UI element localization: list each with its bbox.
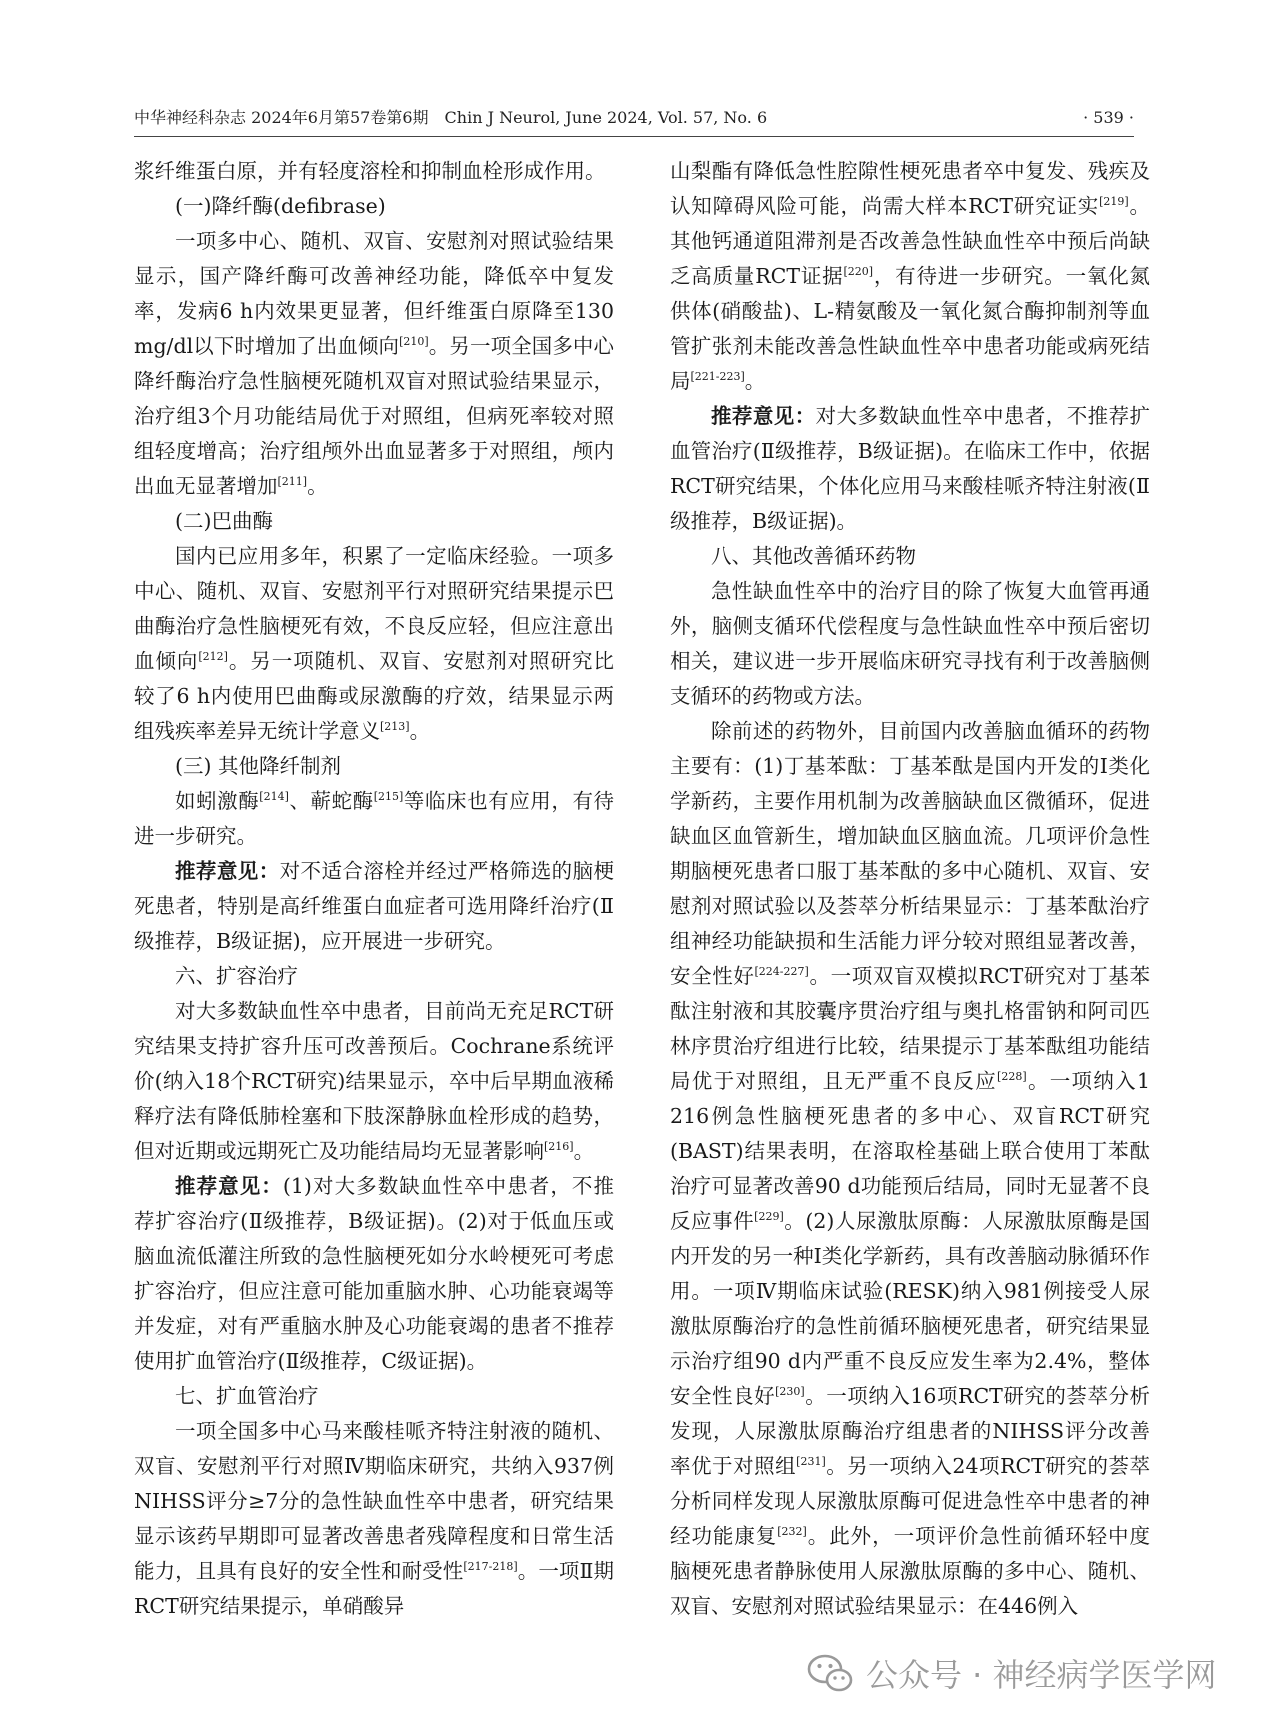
right-column xyxy=(670,154,1150,1624)
citation: [230] xyxy=(775,1385,805,1398)
paragraph: 浆纤维蛋白原，并有轻度溶栓和抑制血栓形成作用。 xyxy=(134,159,606,183)
paragraph: 除前述的药物外，目前国内改善脑血循环的药物主要有：(1)丁基苯酞：丁基苯酞是国内开发的Ⅰ类化学新药，主要作用机制为改善脑缺血区微循环，促进缺血区血管新生，增加缺血区脑血流。几项评价急性期脑梗死患者口服丁基苯酞的多中心随机、双盲、安慰剂对照试验以及荟萃分析结果显示：丁基苯酞治疗组神经功能缺损和生活能力评分较对照组显著改善，安全性好[224-227]。一项双盲双模拟RCT研究对丁基苯酞注射液和其胶囊序贯治疗组与奥扎格雷钠和阿司匹林序贯治疗组进行比较，结果提示丁基苯酞组功能结局优于对照组，且无严重不良反应[228]。一项纳入1 216例急性脑梗死患者的多中心、双盲RCT研究(BAST)结果表明，在溶取栓基础上联合使用丁苯酞治疗可显著改善90 d功能预后结局，同时无显著不良反应事件[229]。(2)人尿激肽原酶：人尿激肽原酶是国内开发的另一种Ⅰ类化学新药，具有改善脑动脉循环作用。一项Ⅳ期临床试验(RESK)纳入981例接受人尿激肽原酶治疗的急性前循环脑梗死患者，研究结果显示治疗组90 d内严重不良反应发生率为2.4%，整体安全性良好[230]。一项纳入16项RCT研究的荟萃分析发现，人尿激肽原酶治疗组患者的NIHSS评分改善率优于对照组[231]。另一项纳入24项RCT研究的荟萃分析同样发现人尿激肽原酶可促进急性卒中患者的神经功能康复[232]。此外，一项评价急性前循环轻中度脑梗死患者静脉使用人尿激肽原酶的多中心、随机、双盲、安慰剂对照试验结果显示：在446例入 xyxy=(670,719,1151,1618)
citation: [219] xyxy=(1099,195,1129,208)
citation: [212] xyxy=(198,650,228,663)
section-heading-vasodilator: 七、扩血管治疗 xyxy=(175,1384,319,1408)
citation: [213] xyxy=(380,720,410,733)
citation: [216] xyxy=(544,1140,574,1153)
paragraph: 山梨酯有降低急性腔隙性梗死患者卒中复发、残疾及认知障碍风险可能，尚需大样本RCT研究证实[219]。其他钙通道阻滞剂是否改善急性缺血性卒中预后尚缺乏高质量RCT证据[220]，有待进一步研究。一氧化氮供体(硝酸盐)、L-精氨酸及一氧化氮合酶抑制剂等血管扩张剂未能改善急性缺血性卒中患者功能或病死结局[221-223]。 xyxy=(670,159,1151,393)
section-heading-volume-expansion: 六、扩容治疗 xyxy=(175,964,298,988)
paragraph: 对大多数缺血性卒中患者，目前尚无充足RCT研究结果支持扩容升压可改善预后。Cochrane系统评价(纳入18个RCT研究)结果显示，卒中后早期血液稀释疗法有降低肺栓塞和下肢深静脉血栓形成的趋势，但对近期或远期死亡及功能结局均无显著影响[216]。 xyxy=(134,999,614,1163)
watermark-text: 公众号 · 神经病学医学网 xyxy=(866,1656,1217,1694)
wechat-icon xyxy=(806,1653,856,1693)
citation: [220] xyxy=(843,265,874,278)
paragraph: 一项多中心、随机、双盲、安慰剂对照试验结果显示，国产降纤酶可改善神经功能，降低卒中复发率，发病6 h内效果更显著，但纤维蛋白原降至130 mg/dl以下时增加了出血倾向[210]。另一项全国多中心降纤酶治疗急性脑梗死随机双盲对照试验结果显示，治疗组3个月功能结局优于对照组，但病死率较对照组轻度增高；治疗组颅外出血显著多于对照组，颅内出血无显著增加[211]。 xyxy=(134,229,615,498)
citation: [210] xyxy=(399,335,429,348)
citation: [224-227] xyxy=(754,965,809,978)
citation: [221-223] xyxy=(690,370,745,383)
watermark xyxy=(806,1651,1217,1695)
section-heading-other-circulation-drugs: 八、其他改善循环药物 xyxy=(711,544,916,568)
citation: [214] xyxy=(259,790,289,803)
paragraph: 一项全国多中心马来酸桂哌齐特注射液的随机、双盲、安慰剂平行对照Ⅳ期临床研究，共纳入937例NIHSS评分≥7分的急性缺血性卒中患者，研究结果显示该药早期即可显著改善患者残障程度和日常生活能力，且具有良好的安全性和耐受性[217-218]。一项Ⅱ期RCT研究结果提示，单硝酸异 xyxy=(134,1419,615,1618)
paragraph: 国内已应用多年，积累了一定临床经验。一项多中心、随机、双盲、安慰剂平行对照研究结果提示巴曲酶治疗急性脑梗死有效，不良反应轻，但应注意出血倾向[212]。另一项随机、双盲、安慰剂对照研究比较了6 h内使用巴曲酶或尿激酶的疗效，结果显示两组残疾率差异无统计学意义[213]。 xyxy=(134,544,614,743)
citation: [231] xyxy=(796,1455,826,1468)
recommendation-label: 推荐意见： xyxy=(175,1174,283,1198)
citation: [228] xyxy=(997,1070,1027,1083)
left-column xyxy=(134,154,614,1624)
paragraph: 如蚓激酶[214]、蕲蛇酶[215]等临床也有应用，有待进一步研究。 xyxy=(134,789,615,848)
section-heading-batroxobin: (二)巴曲酶 xyxy=(175,509,273,533)
recommendation-label: 推荐意见： xyxy=(711,404,816,428)
citation: [215] xyxy=(373,790,404,803)
recommendation-label: 推荐意见： xyxy=(175,859,280,883)
citation: [229] xyxy=(754,1210,784,1223)
header-rule xyxy=(134,136,1134,137)
section-heading-defibrase: (一)降纤酶(defibrase) xyxy=(175,194,386,218)
recommendation-paragraph: 推荐意见：对大多数缺血性卒中患者，不推荐扩血管治疗(Ⅱ级推荐，B级证据)。在临床工作中，依据RCT研究结果，个体化应用马来酸桂哌齐特注射液(Ⅱ级推荐，B级证据)。 xyxy=(670,404,1150,533)
running-header xyxy=(134,104,1134,132)
journal-citation: 中华神经科杂志 2024年6月第57卷第6期 Chin J Neurol, June 2024, Vol. 57, No. 6 xyxy=(134,108,768,127)
recommendation-paragraph: 推荐意见：(1)对大多数缺血性卒中患者，不推荐扩容治疗(Ⅱ级推荐，B级证据)。(2)对于低血压或脑血流低灌注所致的急性脑梗死如分水岭梗死可考虑扩容治疗，但应注意可能加重脑水肿、心功能衰竭等并发症，对有严重脑水肿及心功能衰竭的患者不推荐使用扩血管治疗(Ⅱ级推荐，C级证据)。 xyxy=(134,1174,614,1373)
citation: [217-218] xyxy=(463,1560,518,1573)
section-heading-other-defibrinating: (三) 其他降纤制剂 xyxy=(175,754,342,778)
citation: [211] xyxy=(277,475,308,488)
citation: [232] xyxy=(777,1525,807,1538)
page-number: · 539 · xyxy=(1083,108,1134,127)
recommendation-paragraph: 推荐意见：对不适合溶栓并经过严格筛选的脑梗死患者，特别是高纤维蛋白血症者可选用降纤治疗(Ⅱ级推荐，B级证据)，应开展进一步研究。 xyxy=(134,859,614,953)
paragraph: 急性缺血性卒中的治疗目的除了恢复大血管再通外，脑侧支循环代偿程度与急性缺血性卒中预后密切相关，建议进一步开展临床研究寻找有利于改善脑侧支循环的药物或方法。 xyxy=(670,579,1150,708)
